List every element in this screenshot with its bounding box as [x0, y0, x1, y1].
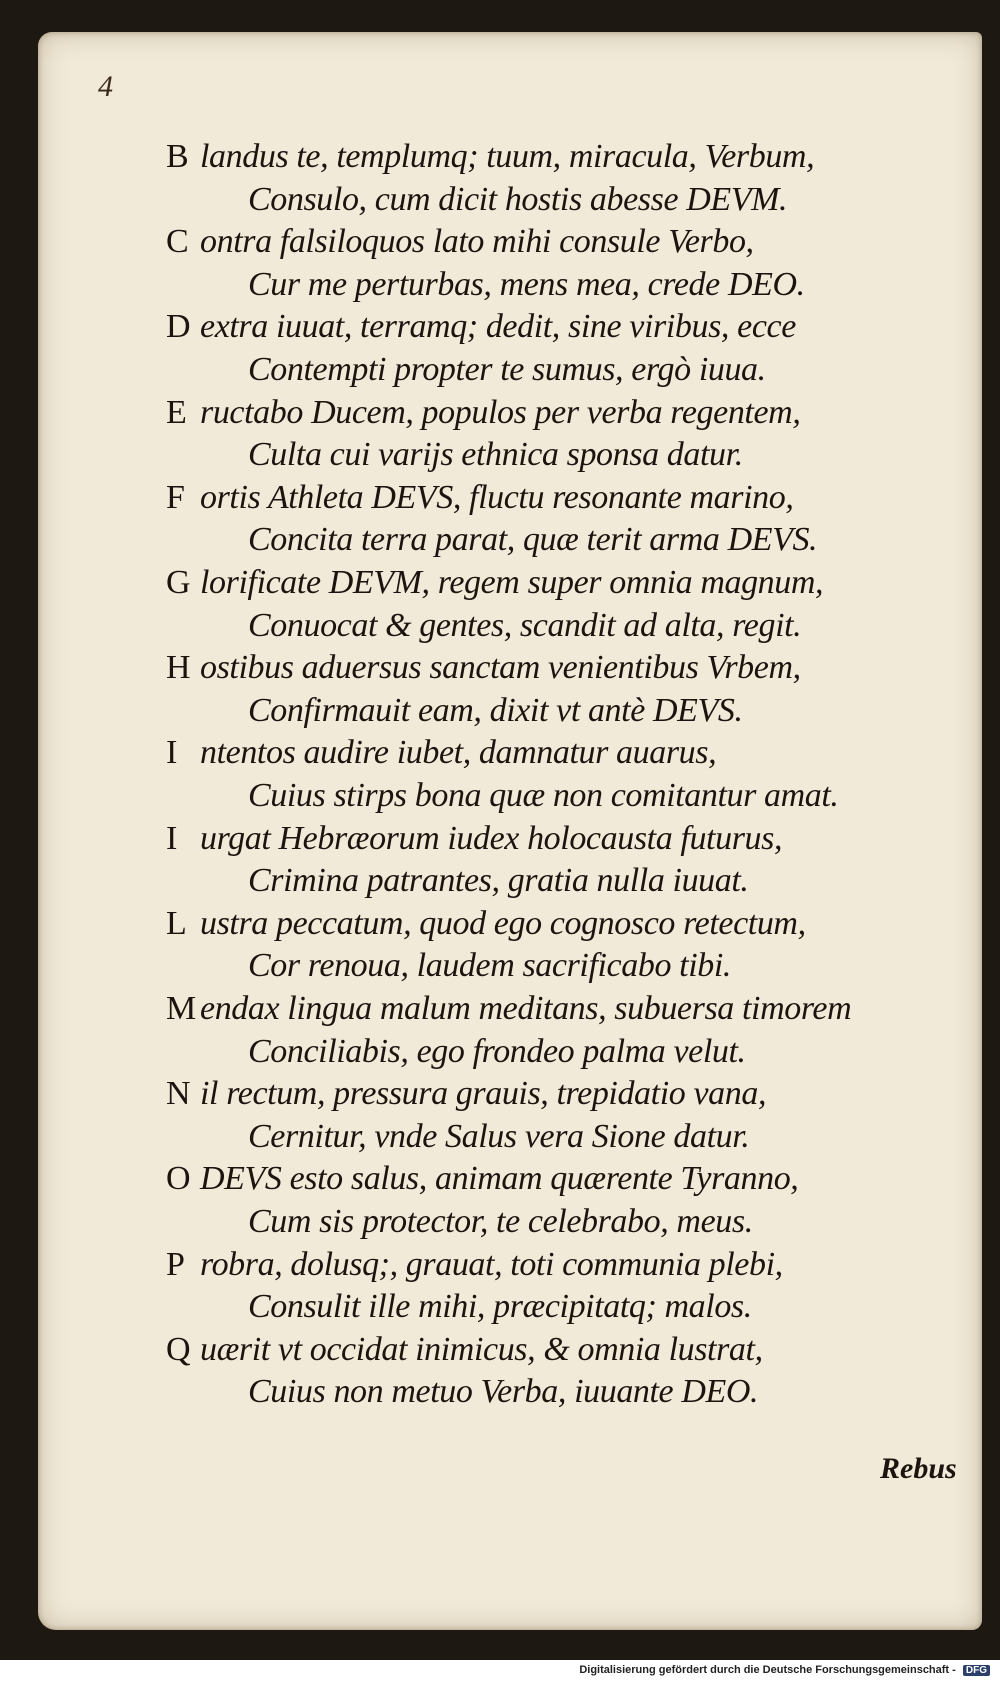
- book-page: [38, 32, 982, 1630]
- verse-text: Confirmauit eam, dixit vt antè DEVS.: [248, 691, 743, 729]
- verse-text: uærit vt occidat inimicus, & omnia lustrat,: [200, 1330, 763, 1368]
- verse-line-hexameter: [166, 904, 806, 944]
- acrostic-initial: I: [166, 819, 177, 857]
- verse-text: robra, dolusq;, grauat, toti communia plebi,: [200, 1245, 783, 1283]
- verse-line-hexameter: [166, 137, 814, 177]
- acrostic-initial: N: [166, 1075, 191, 1113]
- acrostic-initial: I: [166, 734, 177, 772]
- acrostic-initial: E: [166, 393, 187, 431]
- verse-line-pentameter: [248, 606, 801, 646]
- verse-text: Cor renoua, laudem sacrificabo tibi.: [248, 947, 731, 985]
- verse-text: lorificate DEVM, regem super omnia magnum,: [200, 564, 824, 601]
- verse-line-pentameter: [248, 1287, 752, 1327]
- verse-text: ontra falsiloquos lato mihi consule Verbo,: [200, 223, 754, 261]
- verse-line-pentameter: [248, 1202, 753, 1242]
- verse-line-pentameter: [248, 1372, 758, 1412]
- verse-text: Consulo, cum dicit hostis abesse DEVM.: [248, 180, 788, 218]
- verse-line-hexameter: [166, 563, 823, 603]
- verse-line-pentameter: [248, 265, 805, 305]
- acrostic-initial: O: [166, 1160, 191, 1198]
- verse-line-hexameter: [166, 989, 851, 1029]
- verse-text: urgat Hebræorum iudex holocausta futurus,: [200, 819, 783, 857]
- verse-line-hexameter: [166, 478, 793, 518]
- catchword: Rebus: [880, 1452, 957, 1485]
- verse-line-hexameter: [166, 307, 796, 347]
- verse-line-pentameter: [248, 1117, 749, 1157]
- verse-line-hexameter: [166, 819, 782, 859]
- acrostic-initial: B: [166, 138, 189, 175]
- acrostic-initial: G: [166, 564, 191, 601]
- verse-text: landus te, templumq; tuum, miracula, Verbum,: [200, 138, 815, 175]
- verse-text: ntentos audire iubet, damnatur auarus,: [200, 734, 717, 772]
- verse-line-pentameter: [248, 691, 743, 731]
- verse-text: extra iuuat, terramq; dedit, sine viribus, ecce: [200, 308, 796, 346]
- verse-line-pentameter: [248, 350, 766, 390]
- footer-credit: Digitalisierung gefördert durch die Deutsche Forschungsgemeinschaft -: [579, 1664, 956, 1676]
- acrostic-initial: L: [166, 904, 187, 942]
- dfg-logo: DFG: [963, 1665, 990, 1676]
- verse-text: Cuius non metuo Verba, iuuante DEO.: [248, 1373, 759, 1411]
- verse-line-pentameter: [248, 861, 749, 901]
- verse-line-hexameter: [166, 648, 801, 688]
- verse-line-pentameter: [248, 180, 787, 220]
- verse-line-hexameter: [166, 1074, 766, 1114]
- verse-line-pentameter: [248, 1032, 746, 1072]
- verse-text: Contempti propter te sumus, ergò iuua.: [248, 351, 766, 388]
- verse-text: Conciliabis, ego frondeo palma velut.: [248, 1032, 746, 1070]
- verse-line-hexameter: [166, 1159, 798, 1199]
- verse-line-pentameter: [248, 776, 839, 816]
- verse-line-pentameter: [248, 520, 817, 560]
- verse-line-hexameter: [166, 1245, 783, 1285]
- verse-text: Crimina patrantes, gratia nulla iuuat.: [248, 862, 749, 900]
- verse-text: DEVS esto salus, animam quærente Tyranno,: [200, 1160, 799, 1198]
- verse-line-hexameter: [166, 222, 754, 262]
- verse-text: il rectum, pressura grauis, trepidatio vana,: [200, 1075, 767, 1113]
- verse-line-hexameter: [166, 733, 716, 773]
- verse-text: ostibus aduersus sanctam venientibus Vrbem,: [200, 649, 801, 687]
- footer-credit-line: [579, 1664, 990, 1676]
- verse-text: endax lingua malum meditans, subuersa timorem: [200, 990, 852, 1027]
- signature-mark: 4: [98, 70, 113, 103]
- acrostic-initial: H: [166, 649, 191, 687]
- verse-text: ustra peccatum, quod ego cognosco retectum,: [200, 904, 806, 942]
- acrostic-initial: D: [166, 308, 191, 346]
- verse-line-hexameter: [166, 1330, 763, 1370]
- verse-text: Culta cui varijs ethnica sponsa datur.: [248, 436, 743, 474]
- verse-line-pentameter: [248, 435, 743, 475]
- verse-text: Cernitur, vnde Salus vera Sione datur.: [248, 1117, 750, 1155]
- digitization-footer: [0, 1660, 1000, 1685]
- verse-text: ructabo Ducem, populos per verba regentem,: [200, 393, 801, 431]
- verse-text: Cum sis protector, te celebrabo, meus.: [248, 1203, 753, 1240]
- verse-line-hexameter: [166, 393, 800, 433]
- verse-text: Consulit ille mihi, præcipitatq; malos.: [248, 1288, 752, 1326]
- verse-line-pentameter: [248, 946, 731, 986]
- verse-text: Cuius stirps bona quæ non comitantur amat.: [248, 777, 839, 814]
- acrostic-initial: P: [166, 1245, 185, 1283]
- verse-text: Conuocat & gentes, scandit ad alta, regit.: [248, 606, 802, 644]
- verse-text: Cur me perturbas, mens mea, crede DEO.: [248, 265, 805, 303]
- acrostic-initial: C: [166, 223, 189, 261]
- verse-text: Concita terra parat, quæ terit arma DEVS.: [248, 521, 818, 559]
- verse-text: ortis Athleta DEVS, fluctu resonante marino,: [200, 478, 794, 516]
- acrostic-initial: F: [166, 478, 185, 516]
- acrostic-initial: M: [166, 990, 196, 1027]
- acrostic-initial: Q: [166, 1330, 191, 1368]
